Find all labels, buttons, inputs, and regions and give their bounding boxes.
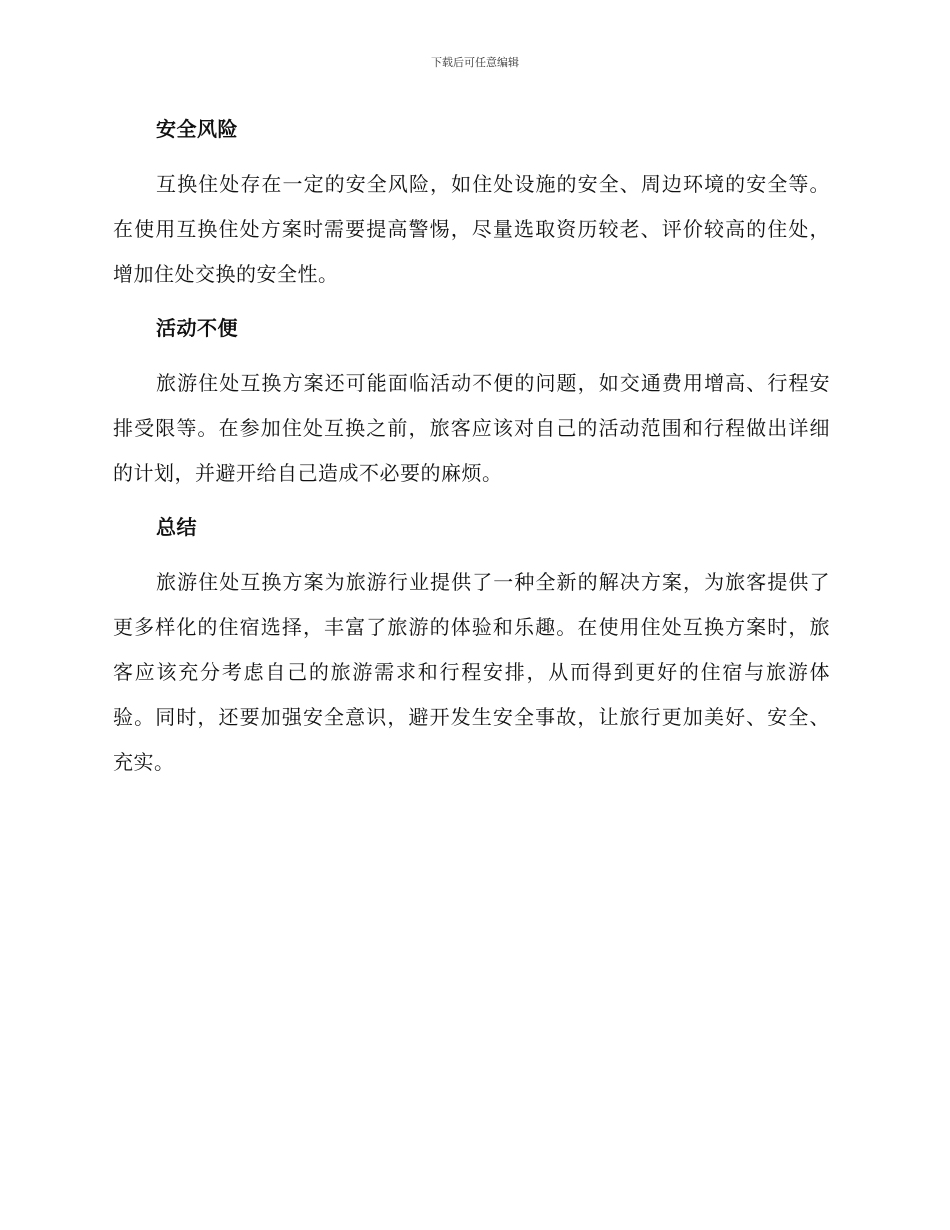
document-body (113, 112, 830, 799)
section-summary (113, 510, 830, 785)
section-paragraph: 互换住处存在一定的安全风险，如住处设施的安全、周边环境的安全等。在使用互换住处方案时需要提高警惕，尽量选取资历较老、评价较高的住处，增加住处交换的安全性。 (113, 172, 830, 286)
section-paragraph: 旅游住处互换方案为旅游行业提供了一种全新的解决方案，为旅客提供了更多样化的住宿选择，丰富了旅游的体验和乐趣。在使用住处互换方案时，旅客应该充分考虑自己的旅游需求和行程安排，从而得到更好的住宿与旅游体验。同时，还要加强安全意识，避开发生安全事故，让旅行更加美好、安全、充实。 (113, 570, 830, 774)
section-title: 活动不便 (156, 316, 238, 340)
page-header: 下载后可任意编辑 (431, 56, 519, 69)
section-title: 总结 (156, 515, 197, 539)
section-inconvenience (113, 311, 830, 496)
section-paragraph: 旅游住处互换方案还可能面临活动不便的问题，如交通费用增高、行程安排受限等。在参加住处互换之前，旅客应该对自己的活动范围和行程做出详细的计划，并避开给自己造成不必要的麻烦。 (113, 371, 830, 485)
section-title: 安全风险 (156, 117, 238, 141)
section-safety-risk (113, 112, 830, 297)
